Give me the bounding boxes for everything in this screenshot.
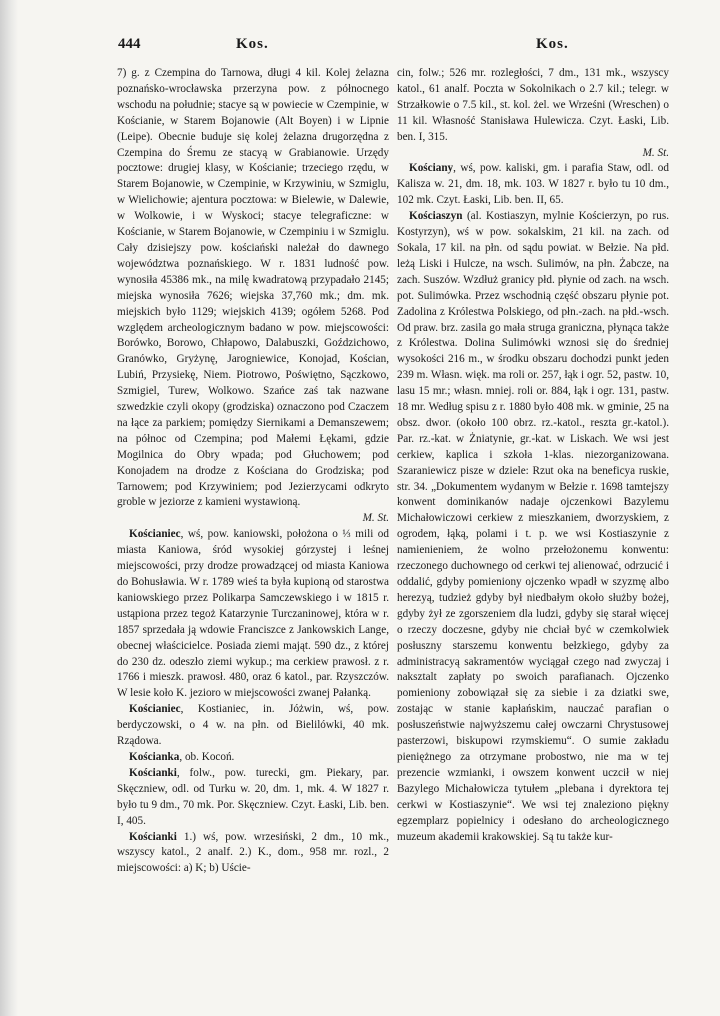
entry-text: , ob. Kocoń. — [179, 750, 235, 763]
left-column — [117, 66, 389, 986]
dictionary-entry — [397, 66, 669, 161]
page-binding-edge — [0, 0, 18, 1016]
dictionary-entry — [117, 702, 389, 750]
entry-text: (al. Kostiaszyn, mylnie Kościerzyn, po rus. Kostyrzyn), wś w pow. sokalskim, 21 kil. na zach. od Sokala, 17 kil. na płn. od sądu powiat. w Bełzie. Na płd. leżą Liski i Hulcze, na wsch. Sulimów, na płn. Żabcze, na zach. Suszów. Wzdłuż granicy płd. płynie od zach. na wsch. pot. Sulimówka. Przez wschodnią część obszaru płynie pot. Zadolina z Królestwa Polskiego, od płn.-zach. na płd.-wsch. Od praw. brz. zasila go mała struga graniczna, płynąca także z Królestwa. Dolina Sulimówki wznosi się do średniej wysokości 216 m., w środku obszaru dochodzi punkt jeden 239 m. Własn. więk. ma roli or. 257, łąk i ogr. 52, pastw. 10, lasu 15 mr.; własn. mniej. roli or. 884, łąk i ogr. 131, pastw. 18 mr. Według spisu z r. 1880 było 408 mk. w gminie, 25 na obsz. dwor. (około 100 obrz. rz.-katol., reszta gr.-katol.). Par. rz.-kat. w Żniatynie, gr.-kat. w Liskach. We wsi jest cerkiew, kaplica i szkoła 1-klas. niezorganizowana. Szaraniewicz pisze w dziele: Rzut oka na beneficya ruskie, str. 34. „Dokumentem wydanym w Bełzie r. 1698 tamtejszy konwent dominikanów nadaje ojczenkowi Bazylemu Michałowiczowi cerkiew z mieszkaniem, dworzyskiem, z ogrodem, łąką, polami i t. p. we wsi Kostiaszynie z namienieniem, że wolno przełożonemu konwentu: rzeczonego duchownego od cerkwi tej alienować, odrzucić i oddalić, gdyby pomieniony ojczenko wpadł w szyzmę albo herezyą, tudzież gdyby był niedbałym około służby bożej, gdyby żył ze zgorszeniem dla ludzi, gdyby się starał więcej o rzeczy doczesne, gdyby nie chciał być w czemkolwiek posłuszny starszemu konwentu bełzkiego, gdyby za administracyą sakramentów wyciągał czego nad zwyczaj i naksztalt zapłaty po swoich parafianach. Ojczenko pomieniony zobowiązał się za siebie i za dziatki swe, zostając w stanie kapłańskim, nauczać parafian o posłuszeństwie najwyższemu całej owczarni Chrystusowej pasterzowi, biskupowi rzymskiemu“. O sumie zakładu pieniężnego za otrzymane probostwo, nie ma w tej prezencie wzmianki, i owszem konwent uczcił w niej Bazylego Michałowicza tytułem „plebana i dyrektora tej cerkwi w Kostiaszynie“. We wsi tej znaleziono piękny egzemplarz popielnicy i odesłano do archeologicznego muzeum akademii krakowskiej. Są tu także kur- — [397, 210, 669, 843]
dictionary-entry — [117, 830, 389, 878]
author-signature: M. St. — [362, 512, 389, 525]
entry-headword: Kościanka — [129, 750, 180, 763]
entry-text: , Kostianiec, in. Jóżwin, wś, pow. berdyczowski, o 4 w. na płn. od Bielilówki, 40 mk. Rządowa. — [117, 703, 389, 748]
dictionary-entry — [117, 766, 389, 830]
running-title-right: Kos. — [536, 36, 569, 52]
author-signature: M. St. — [642, 146, 669, 159]
right-column — [397, 66, 669, 986]
entry-headword: Kościanki — [129, 830, 177, 843]
entry-headword: Kościaniec — [129, 703, 181, 716]
dictionary-entry — [117, 750, 389, 766]
dictionary-entry — [397, 161, 669, 209]
entry-headword: Kościaszyn — [409, 210, 463, 223]
entry-text: 7) g. z Czempina do Tarnowa, długi 4 kil. Kolej żelazna poznańsko-wrocławska przerzyna pow. z północnego wschodu na południe; stacye są w powiecie w Czempinie, w Kościanie, w Starem Bojanowie (Alt Boyen) i w Lipnie (Leipe). Obecnie buduje się kolej żelazna drugorzędna z Czempina do Śremu ze stacyą w Grabianowie. Urzędy pocztowe: drugiej klasy, w Kościanie; trzeciego rzędu, w Starem Bojanowie, w Czempinie, w Krzywiniu, w Szmiglu, w Wielichowie; ajentura pocztowa: w Bielewie, w Dalewie, w Wolkowie, i w Wyskoci; stacye telegraficzne: w Kościanie, w Starem Bojanowie, w Czempiniu i w Szmiglu. Cały dzisiejszy pow. kościański należał do dawnego województwa poznańskiego. W r. 1831 ludność pow. wynosiła 45386 mk., na milę kwadratową przypadało 2145; miejska wynosiła 7626; wiejska 37,760 mk.; dm. mk. miejskich było 1129; wiejskich 4139; ogółem 5268. Pod względem archeologicznym badano w pow. miejscowości: Borówko, Borowo, Chłapowo, Dalabuszki, Goździchowo, Granówko, Gryżynę, Jarogniewice, Konojad, Kościan, Lubiń, Przysiekę, Niem. Piotrowo, Poświętno, Sączkowo, Szmigiel, Turew, Wolkowo. Szańce zaś tak nazwane szwedzkie czyli okopy (grodziska) oznaczono pod Czaczem na łące za parkiem; pomiędzy Siernikami a Demanszewem; na północ od Czempina; pod Małemi Łękami, gdzie Mogilnica do Obry wpada; pod Głuchowem; pod Konojadem na drodze z Kościana do Grodziska; pod Tarnowem; pod Krzywiniem; pod Jezierzycami odkryto groble w jeziorze z kamieni wystawioną. — [117, 67, 389, 509]
entry-text: , folw., pow. turecki, gm. Piekary, par. Skęczniew, odl. od Turku w. 20, dm. 1, mk. 4. W 1827 r. było tu 9 dm., 70 mk. Por. Skęczniew. Czyt. Łaski, Lib. ben. I, 405. — [117, 766, 389, 827]
entry-text: 1.) wś, pow. wrzesiński, 2 dm., 10 mk., wszyscy katol., 2 analf. 2.) K., dom., 958 mr. rozl., 2 miejscowości: a) K; b) Uście- — [117, 830, 389, 875]
entry-text: , wś, pow. kaniowski, położona o ⅓ mili od miasta Kaniowa, śród wysokiej górzystej i leśnej miejscowości, przy drodze prowadzącej od miasta Kaniowa do Bohusławia. W r. 1789 wieś ta była kupioną od starostwa kaniowskiego przez Polikarpa Samczewskiego i w 1815 r. ustąpiona przez tegoż Katarzynie Turczaninowej, która w r. 1857 sprzedała ją wdowie Franciszce z Jankowskich Lange, obecnej właścicielce. Posiada ziemi mająt. 590 dz., z której do 230 dz. odeszło ziemi wykup.; ma cerkiew prawosł. z r. 1766 i mieszk. prawosł. 480, oraz 6 katol., par. Rzyszczów. W lesie koło K. jezioro w miejscowości zwanej Pałanką. — [117, 528, 389, 700]
page-number: 444 — [118, 36, 141, 52]
running-title-left: Kos. — [236, 36, 269, 52]
entry-headword: Kościanki — [129, 766, 177, 779]
dictionary-entry — [397, 209, 669, 845]
entry-headword: Kościany — [409, 162, 454, 175]
entry-text: , wś, pow. kaliski, gm. i parafia Staw, odl. od Kalisza w. 21, dm. 18, mk. 103. W 1827 r. było tu 10 dm., 102 mk. Czyt. Łaski, Lib. ben. II, 65. — [397, 162, 669, 207]
dictionary-entry — [117, 66, 389, 527]
entry-headword: Kościaniec — [129, 528, 181, 541]
dictionary-entry — [117, 527, 389, 702]
page-header — [100, 36, 670, 58]
entry-text: cin, folw.; 526 mr. rozległości, 7 dm., 131 mk., wszyscy katol., 61 analf. Poczta w Sokolnikach o 2.7 kil.; telegr. w Strzałkowie o 7.5 kil., st. kol. żel. we Wrześni (Wreschen) o 11 kil. Własność Stanisława Hulewicza. Czyt. Łaski, Lib. ben. I, 315. — [397, 67, 669, 143]
